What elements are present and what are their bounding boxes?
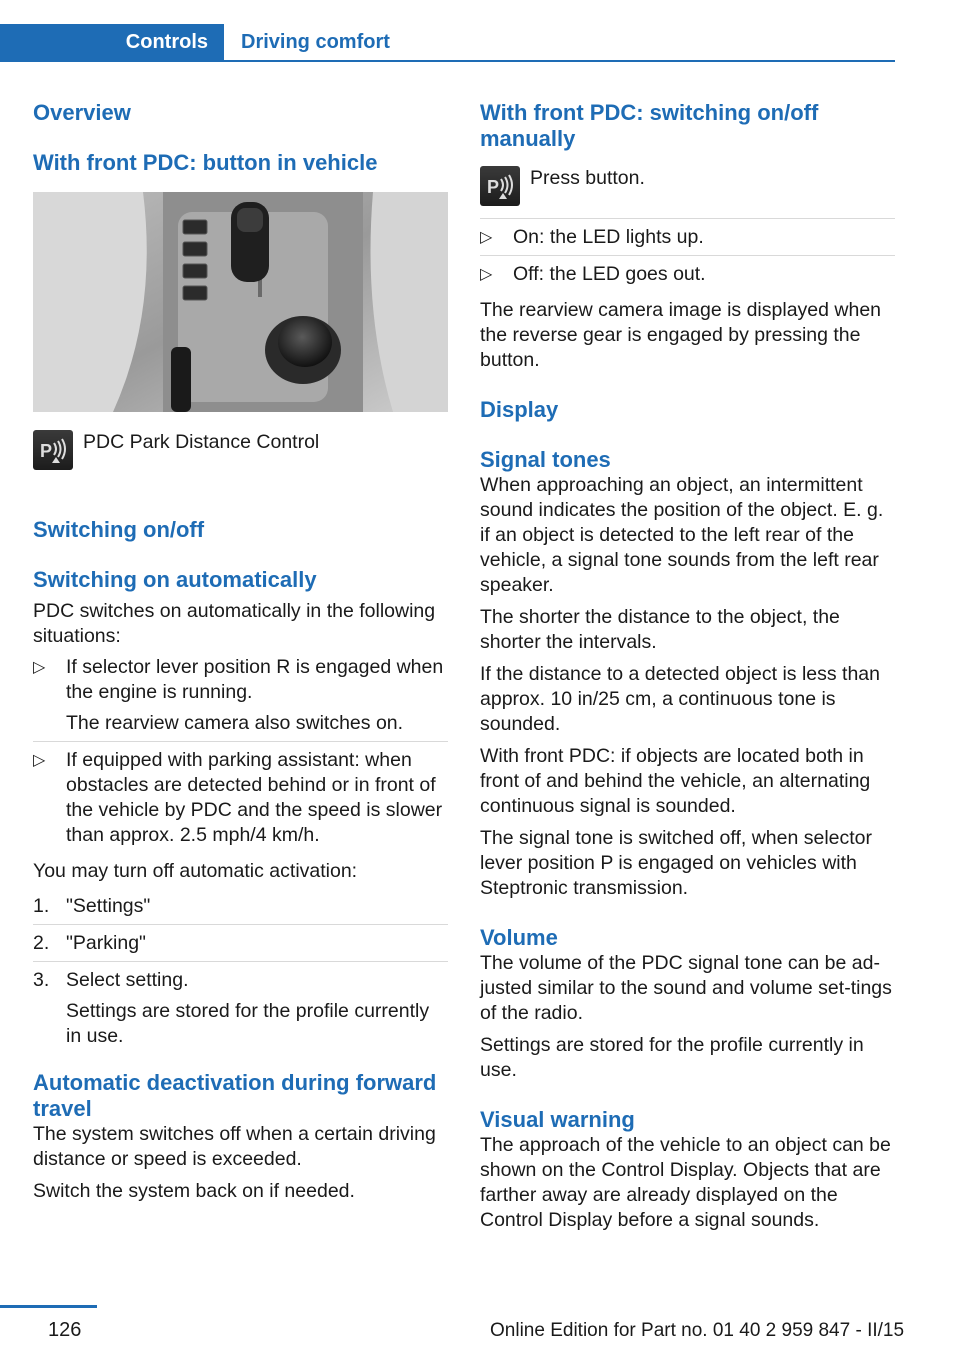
- step-number: 1.: [33, 895, 50, 917]
- center-console-photo: [33, 192, 448, 412]
- pdc-icon-caption: PDC Park Distance Control: [83, 431, 320, 453]
- deact-paragraph-2: Switch the system back on if needed.: [33, 1180, 355, 1202]
- heading-switching-auto: Switching on automatically: [33, 567, 317, 592]
- manual-paragraph: The rearview camera image is displayed when the reverse gear is engaged by pressing the button.: [480, 299, 882, 371]
- svg-text:P: P: [40, 441, 53, 461]
- list-item-text: If equipped with parking assistant: when obstacles are detected behind or in front of the vehicle by PDC and the speed is slower than approx. 2.5 mph/4 km/h.: [66, 749, 443, 846]
- list-item-text: If selector lever position R is engaged when the engine is running.: [66, 656, 444, 703]
- heading-manual: With front PDC: switching on/off manually: [480, 100, 819, 151]
- auto-intro: PDC switches on automatically in the following situations:: [33, 600, 436, 647]
- svg-text:P: P: [487, 177, 500, 197]
- pdc-icon-row: [33, 430, 448, 470]
- step-number: 3.: [33, 969, 50, 991]
- tab-driving-comfort[interactable]: Driving comfort: [241, 31, 390, 53]
- volume-paragraph-1: The volume of the PDC signal tone can be ad‐justed similar to the sound and volume set‐tings of the radio.: [480, 952, 892, 1024]
- parking-sensor-icon: [38, 435, 68, 465]
- list-item-note: The rearview camera also switches on.: [66, 712, 404, 734]
- tones-paragraph-5: The signal tone is switched off, when selector lever position P is engaged on vehicles with Steptronic transmission.: [480, 827, 873, 899]
- tones-paragraph-1: When approaching an object, an intermittent sound indicates the position of the object. E. g. if an object is detected to the left rear of the vehicle, a signal tone sounds from the left rear speaker.: [480, 474, 884, 596]
- footer-rule: [0, 1305, 97, 1308]
- right-column: [480, 100, 895, 1233]
- step-text: "Settings": [66, 895, 151, 917]
- list-item-text: Off: the LED goes out.: [513, 263, 706, 285]
- list-item: [33, 968, 448, 1054]
- tab-controls[interactable]: Controls: [0, 24, 224, 60]
- visual-paragraph: The approach of the vehicle to an object can be shown on the Control Display. Objects that are farther away are already displayed on the Control Display before a signal sounds.: [480, 1134, 891, 1231]
- step-text: "Parking": [66, 932, 146, 954]
- triangle-bullet-icon: ▷: [33, 659, 46, 676]
- press-button-text: Press button.: [530, 167, 645, 189]
- tones-paragraph-3: If the distance to a detected object is less than approx. 10 in/25 cm, a continuous tone is sounded.: [480, 663, 880, 735]
- page-header: [0, 0, 895, 60]
- heading-auto-deactivation: Automatic deactivation during forward travel: [33, 1070, 437, 1121]
- list-item-text: On: the LED lights up.: [513, 226, 704, 248]
- edition-text: Online Edition for Part no. 01 40 2 959 847 - II/15: [490, 1320, 905, 1341]
- triangle-bullet-icon: ▷: [480, 266, 493, 283]
- list-item: [33, 655, 448, 742]
- heading-button-in-vehicle: With front PDC: button in vehicle: [33, 150, 378, 175]
- pdc-button-icon: [480, 166, 520, 206]
- parking-sensor-icon: [485, 171, 515, 201]
- heading-signal-tones: Signal tones: [480, 447, 611, 472]
- list-item: [480, 262, 895, 292]
- tones-paragraph-4: With front PDC: if objects are located both in front of and behind the vehicle, an alternating continuous signal is sounded.: [480, 745, 871, 817]
- step-number: 2.: [33, 932, 50, 954]
- press-button-row: [480, 166, 895, 206]
- list-item: [33, 931, 448, 962]
- triangle-bullet-icon: ▷: [33, 752, 46, 769]
- tones-paragraph-2: The shorter the distance to the object, the shorter the intervals.: [480, 606, 840, 653]
- triangle-bullet-icon: ▷: [480, 229, 493, 246]
- heading-volume: Volume: [480, 925, 558, 950]
- step-text: Select setting.: [66, 969, 189, 991]
- list-item: [480, 225, 895, 256]
- heading-visual-warning: Visual warning: [480, 1107, 635, 1132]
- heading-display: Display: [480, 397, 559, 422]
- heading-switching: Switching on/off: [33, 517, 205, 542]
- step-note: Settings are stored for the profile currently in use.: [66, 1000, 430, 1047]
- heading-overview: Overview: [33, 100, 131, 125]
- list-item: [33, 748, 448, 853]
- left-column: [33, 100, 448, 1204]
- steps-list: [33, 894, 448, 1054]
- deact-paragraph-1: The system switches off when a certain driving distance or speed is exceeded.: [33, 1123, 436, 1170]
- header-rule: [0, 60, 895, 62]
- auto-list: [33, 655, 448, 853]
- turnoff-intro: You may turn off automatic activation:: [33, 860, 358, 882]
- page-number: 126: [48, 1319, 82, 1341]
- volume-paragraph-2: Settings are stored for the profile currently in use.: [480, 1034, 864, 1081]
- pdc-button-icon: [33, 430, 73, 470]
- list-item: [33, 894, 448, 925]
- manual-list: [480, 218, 895, 292]
